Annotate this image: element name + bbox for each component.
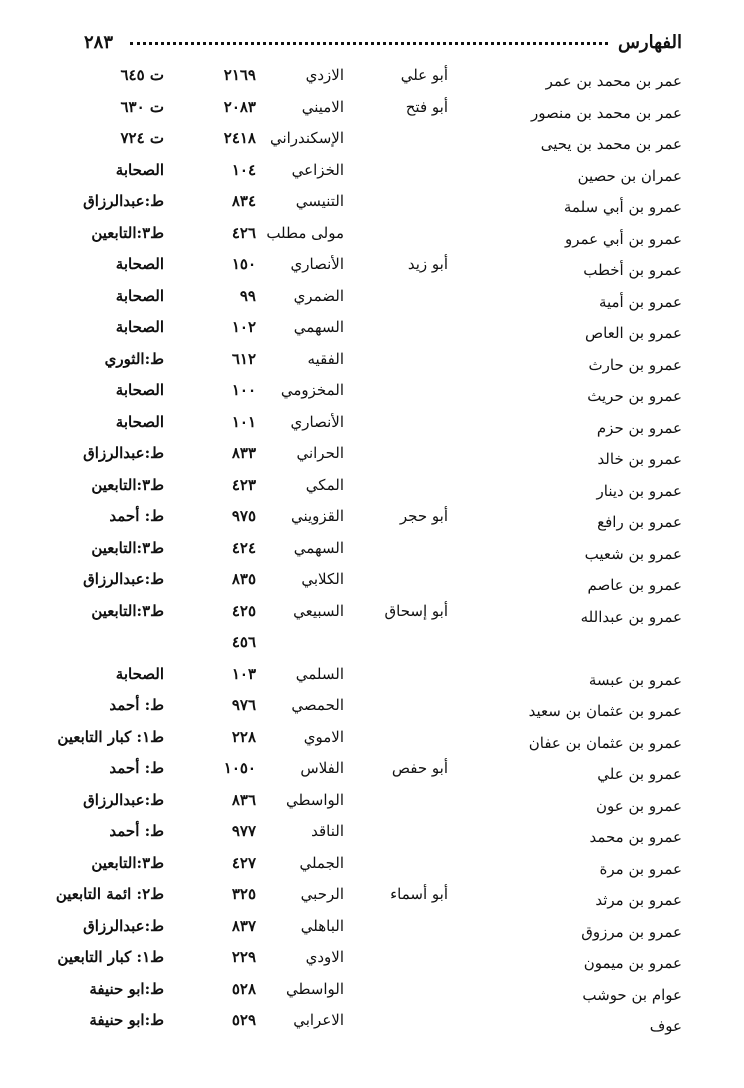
- entry-tabaqa: ط:عبدالرزاق: [83, 444, 164, 462]
- index-row: [0, 253, 744, 285]
- entry-nisba: الاعرابي: [293, 1011, 344, 1029]
- entry-name: عمرو بن العاص: [585, 324, 682, 342]
- index-row: [0, 789, 744, 821]
- entry-nisba: الضمري: [293, 286, 344, 305]
- entry-tabaqa: ط: أحمد: [109, 507, 164, 525]
- entry-nisba: الكلابي: [301, 570, 344, 588]
- entry-nisba: التنيسي: [295, 192, 344, 210]
- entry-number: ١٠٣: [231, 664, 256, 683]
- index-row: [0, 159, 744, 191]
- entry-tabaqa: الصحابة: [115, 412, 164, 431]
- header-dotted-rule: [130, 42, 608, 45]
- entry-number: ٤٢٥: [231, 601, 256, 620]
- entry-nisba: الحراني: [296, 444, 344, 462]
- entry-name: عمرو بن أخطب: [583, 261, 682, 279]
- page-header: [84, 32, 682, 62]
- entry-name: عمران بن حصين: [577, 166, 682, 185]
- index-row: [0, 285, 744, 317]
- entry-tabaqa: الصحابة: [115, 286, 164, 305]
- entry-nisba: الواسطي: [285, 790, 344, 809]
- index-row: [0, 379, 744, 411]
- index-row: [0, 222, 744, 254]
- entry-kunya: أبو زيد: [407, 255, 448, 273]
- index-row: [0, 820, 744, 852]
- entry-nisba: الاودي: [305, 948, 344, 966]
- entry-name: عمرو بن مرزوق: [581, 922, 682, 941]
- entry-number: ٢٠٨٣: [223, 97, 256, 116]
- entry-kunya: أبو حجر: [399, 507, 448, 525]
- entry-name: عمر بن محمد بن عمر: [545, 72, 682, 90]
- entry-nisba: الباهلي: [300, 916, 344, 935]
- entry-tabaqa: ط٣:التابعين: [91, 475, 164, 494]
- entry-name: عمرو بن حارث: [588, 355, 682, 374]
- entry-tabaqa: ط١: كبار التابعين: [57, 727, 164, 746]
- entry-number: ١٠٢: [231, 318, 256, 336]
- entry-tabaqa: الصحابة: [115, 255, 164, 273]
- entry-nisba: القزويني: [290, 507, 344, 525]
- entry-number: ٩٧٥: [231, 507, 256, 525]
- entry-name: عمرو بن عثمان بن عفان: [528, 733, 682, 752]
- entry-nisba: الأنصاري: [290, 255, 344, 273]
- entry-nisba: الخزاعي: [291, 160, 344, 179]
- entry-name: عمرو بن ميمون: [583, 954, 682, 972]
- index-row: [0, 505, 744, 537]
- entry-nisba: الرحبي: [300, 885, 344, 903]
- entry-name: عمرو بن عثمان بن سعيد: [528, 702, 682, 720]
- entry-name: عمرو بن أمية: [598, 292, 682, 311]
- entry-tabaqa: ط:ابو حنيفة: [89, 1011, 164, 1029]
- entry-number: ٢٤١٨: [223, 129, 256, 147]
- entry-number: ٤٥٦: [231, 633, 256, 651]
- index-row: [0, 852, 744, 884]
- entry-number: ٤٢٣: [231, 475, 256, 494]
- index-row: [0, 915, 744, 947]
- entry-nisba: الواسطي: [285, 979, 344, 998]
- page-number: ٢٨٣: [84, 32, 114, 53]
- entry-number: ١٠٤: [231, 160, 256, 179]
- index-row: [0, 411, 744, 443]
- entry-number: ٤٢٦: [231, 223, 256, 242]
- entry-tabaqa: الصحابة: [115, 664, 164, 683]
- index-row: [0, 694, 744, 726]
- index-row: [0, 190, 744, 222]
- entry-kunya: أبو علي: [400, 66, 448, 84]
- index-entries: [0, 64, 744, 1041]
- index-row: [0, 537, 744, 569]
- entry-number: ٢٢٨: [231, 727, 256, 746]
- entry-nisba: الأنصاري: [290, 412, 344, 431]
- index-row: [0, 348, 744, 380]
- index-row: [0, 316, 744, 348]
- entry-number: ١٥٠: [231, 255, 256, 273]
- entry-tabaqa: ط١: كبار التابعين: [57, 948, 164, 966]
- entry-tabaqa: ط:الثوري: [104, 349, 164, 368]
- index-row: [0, 726, 744, 758]
- entry-kunya: أبو فتح: [405, 97, 448, 116]
- entry-name: عمرو بن علي: [597, 765, 682, 783]
- entry-name: عمرو بن شعيب: [584, 544, 682, 563]
- entry-tabaqa: ط: أحمد: [109, 696, 164, 714]
- entry-tabaqa: ت ٦٣٠: [120, 97, 164, 116]
- entry-number: ٤٢٤: [231, 538, 256, 557]
- index-row: [0, 600, 744, 632]
- entry-tabaqa: ط:عبدالرزاق: [83, 192, 164, 210]
- entry-name: عمرو بن حريث: [587, 387, 682, 405]
- index-row: [0, 663, 744, 695]
- entry-number: ١٠٥٠: [223, 759, 256, 777]
- entry-name: عمرو بن خالد: [597, 450, 682, 468]
- entry-tabaqa: ط:عبدالرزاق: [83, 790, 164, 809]
- entry-name: عمرو بن عاصم: [587, 576, 682, 594]
- entry-number: ١٠١: [231, 412, 256, 431]
- entry-nisba: الازدي: [305, 66, 344, 84]
- entry-name: عمرو بن أبي عمرو: [564, 229, 682, 248]
- index-row: [0, 442, 744, 474]
- entry-tabaqa: ط: أحمد: [109, 822, 164, 840]
- entry-tabaqa: ت ٧٢٤: [120, 129, 164, 147]
- entry-tabaqa: ط٣:التابعين: [91, 601, 164, 620]
- index-row: [0, 883, 744, 915]
- entry-number: ٣٢٥: [231, 885, 256, 903]
- index-row: [0, 474, 744, 506]
- entry-nisba: الفلاس: [300, 759, 344, 777]
- entry-name: عوام بن حوشب: [582, 985, 682, 1004]
- entry-nisba: الحمصي: [291, 696, 344, 714]
- entry-name: عمرو بن عبدالله: [580, 607, 682, 626]
- entry-name: عمرو بن محمد: [589, 828, 682, 846]
- index-row: [0, 96, 744, 128]
- entry-tabaqa: ت ٦٤٥: [120, 66, 164, 84]
- entry-nisba: الناقد: [311, 822, 344, 840]
- entry-name: عمرو بن أبي سلمة: [563, 198, 682, 216]
- entry-nisba: الجملي: [299, 853, 344, 872]
- entry-number: ٢٢٩: [231, 948, 256, 966]
- entry-kunya: أبو إسحاق: [384, 601, 448, 620]
- entry-tabaqa: الصحابة: [115, 381, 164, 399]
- index-row: [0, 127, 744, 159]
- entry-name: عمر بن محمد بن يحيى: [540, 135, 682, 153]
- entry-nisba: السلمي: [295, 664, 344, 683]
- index-row: [0, 631, 744, 663]
- index-row: [0, 978, 744, 1010]
- entry-name: عمرو بن مرثد: [595, 891, 682, 909]
- entry-nisba: السهمي: [293, 538, 344, 557]
- entry-tabaqa: ط: أحمد: [109, 759, 164, 777]
- entry-kunya: أبو أسماء: [390, 885, 448, 903]
- entry-number: ٤٢٧: [231, 853, 256, 872]
- entry-number: ٩٩: [239, 286, 256, 305]
- entry-number: ٢١٦٩: [223, 66, 256, 84]
- index-row: [0, 946, 744, 978]
- entry-nisba: السهمي: [293, 318, 344, 336]
- entry-name: عمرو بن عبسة: [588, 670, 682, 689]
- entry-number: ٥٢٩: [231, 1011, 256, 1029]
- entry-name: عمرو بن رافع: [597, 513, 682, 531]
- entry-tabaqa: الصحابة: [115, 160, 164, 179]
- entry-tabaqa: ط:ابو حنيفة: [89, 979, 164, 998]
- entry-number: ١٠٠: [231, 381, 256, 399]
- entry-number: ٩٧٦: [231, 696, 256, 714]
- entry-tabaqa: ط٣:التابعين: [91, 853, 164, 872]
- entry-tabaqa: الصحابة: [115, 318, 164, 336]
- entry-name: عمرو بن عون: [596, 796, 682, 815]
- entry-tabaqa: ط٢: ائمة التابعين: [55, 885, 164, 903]
- entry-nisba: المكي: [305, 475, 344, 494]
- entry-nisba: مولى مطلب: [266, 223, 344, 242]
- entry-number: ٩٧٧: [231, 822, 256, 840]
- index-row: [0, 757, 744, 789]
- entry-tabaqa: ط:عبدالرزاق: [83, 570, 164, 588]
- entry-kunya: أبو حفص: [391, 759, 448, 777]
- entry-number: ٨٣٣: [231, 444, 256, 462]
- index-row: [0, 568, 744, 600]
- entry-number: ٨٣٧: [231, 916, 256, 935]
- entry-number: ٦١٢: [231, 349, 256, 368]
- page-title: الفهارس: [617, 32, 682, 53]
- entry-nisba: المخزومي: [280, 381, 344, 399]
- entry-name: عمرو بن حزم: [596, 418, 682, 437]
- entry-number: ٥٢٨: [231, 979, 256, 998]
- entry-name: عمرو بن دينار: [596, 481, 682, 500]
- entry-name: عمرو بن مرة: [599, 859, 682, 878]
- entry-nisba: السبيعي: [293, 601, 344, 620]
- index-row: [0, 64, 744, 96]
- index-row: [0, 1009, 744, 1041]
- entry-number: ٨٣٦: [231, 790, 256, 809]
- entry-nisba: الإسكندراني: [269, 129, 344, 147]
- entry-tabaqa: ط٣:التابعين: [91, 538, 164, 557]
- entry-tabaqa: ط٣:التابعين: [91, 223, 164, 242]
- entry-name: عوف: [649, 1017, 682, 1035]
- entry-nisba: الفقيه: [307, 349, 344, 368]
- entry-number: ٨٣٥: [231, 570, 256, 588]
- entry-nisba: الاموي: [303, 727, 344, 746]
- entry-tabaqa: ط:عبدالرزاق: [83, 916, 164, 935]
- entry-name: عمر بن محمد بن منصور: [531, 103, 682, 122]
- entry-nisba: الاميني: [301, 97, 344, 116]
- entry-number: ٨٣٤: [231, 192, 256, 210]
